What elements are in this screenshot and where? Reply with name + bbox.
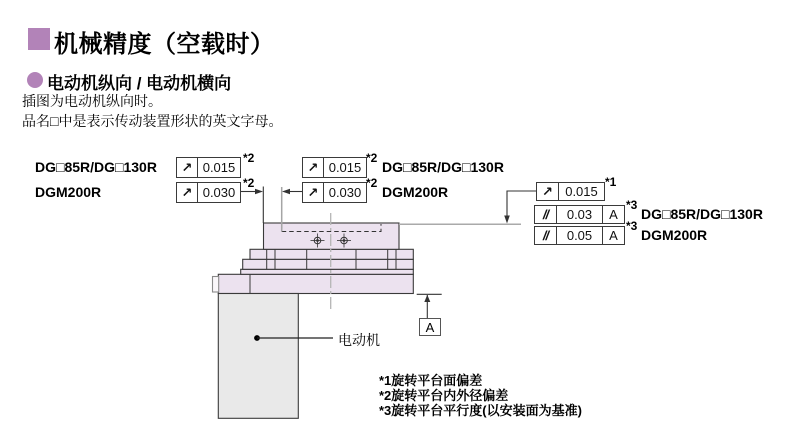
footnotes	[379, 373, 582, 419]
parallelism-symbol: //	[542, 228, 549, 243]
screw-symbol	[311, 234, 325, 248]
body-step-1	[250, 249, 413, 259]
model-label: DGM200R	[35, 184, 102, 200]
footnote-ref: *2	[243, 151, 255, 165]
actuator-cross-section	[213, 223, 414, 294]
subsection-title: 电动机纵向 / 电动机横向	[47, 74, 232, 93]
side-tab	[213, 277, 219, 293]
tolerance-frame	[536, 182, 605, 201]
runout-symbol: ↗	[181, 184, 193, 200]
bullet-icon	[27, 72, 43, 88]
tolerance-frame	[534, 205, 625, 224]
screw-symbol	[337, 234, 351, 248]
runout-symbol: ↗	[307, 184, 319, 200]
model-label: DG□85R/DG□130R	[382, 159, 504, 175]
model-label: DG□85R/DG□130R	[641, 206, 763, 222]
leader-outer-diameter	[240, 187, 263, 224]
model-label: DGM200R	[641, 227, 708, 243]
tolerance-frame	[302, 182, 367, 203]
footnote-ref: *2	[366, 176, 378, 190]
leader-face-runout	[504, 191, 536, 224]
motor-leader	[254, 335, 333, 341]
body-step-3	[241, 269, 414, 274]
footnote-ref: *3	[626, 219, 638, 233]
footnote-ref: *1	[605, 175, 617, 189]
footnote-ref: *2	[243, 176, 255, 190]
page-title: 机械精度（空载时）	[54, 31, 275, 58]
tolerance-frame	[176, 157, 241, 178]
datum-a-box: A	[419, 318, 441, 336]
tolerance-frame	[302, 157, 367, 178]
mounting-flange	[218, 274, 413, 293]
model-label: DGM200R	[382, 184, 449, 200]
tolerance-frame	[176, 182, 241, 203]
footnote-ref: *3	[626, 198, 638, 212]
footnote-ref: *2	[366, 151, 378, 165]
motor-body	[218, 294, 298, 419]
tolerance-value: 0.03	[556, 206, 602, 223]
leader-inner-diameter	[282, 187, 303, 232]
footnote-line: *1旋转平台面偏差	[379, 373, 483, 388]
tolerance-value: 0.015	[197, 158, 240, 177]
body-step-2	[243, 259, 414, 269]
datum-reference: A	[602, 227, 624, 244]
tolerance-frame	[534, 226, 625, 245]
rotary-table	[264, 223, 400, 249]
description-line-1: 插图为电动机纵向时。	[22, 93, 162, 109]
datum-reference: A	[602, 206, 624, 223]
runout-symbol: ↗	[307, 159, 319, 175]
tolerance-value: 0.015	[558, 183, 604, 200]
tolerance-value: 0.030	[197, 183, 240, 202]
bore-hidden-line	[282, 224, 381, 232]
section-lines	[250, 249, 396, 293]
tolerance-value: 0.05	[556, 227, 602, 244]
footnote-line: *2旋转平台内外径偏差	[379, 388, 509, 404]
section-marker-icon	[28, 28, 50, 50]
description-line-2: 品名□中是表示传动装置形状的英文字母。	[22, 113, 283, 129]
footnote-line: *3旋转平台平行度(以安装面为基准)	[379, 403, 582, 419]
model-label: DG□85R/DG□130R	[35, 159, 157, 175]
runout-symbol: ↗	[181, 159, 193, 175]
motor-label: 电动机	[338, 332, 380, 348]
datum-leader	[417, 294, 442, 318]
tolerance-value: 0.030	[323, 183, 366, 202]
runout-symbol: ↗	[542, 183, 553, 199]
tolerance-value: 0.015	[323, 158, 366, 177]
parallelism-symbol: //	[542, 207, 549, 222]
